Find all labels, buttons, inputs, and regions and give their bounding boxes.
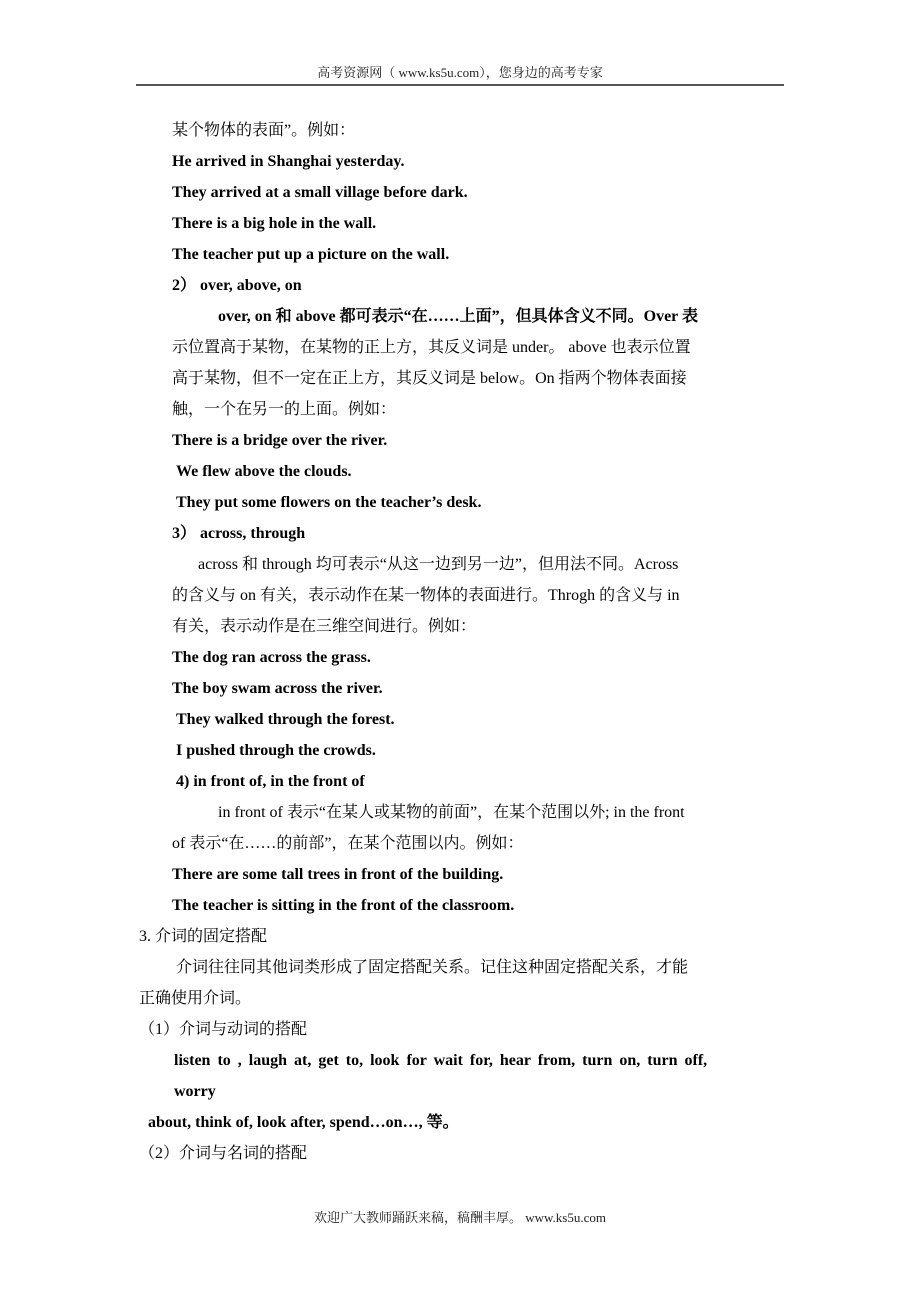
example-sentence: The boy swam across the river.	[172, 680, 383, 697]
section-heading: 3. 介词的固定搭配	[139, 928, 268, 945]
page-header: 高考资源网（ www.ks5u.com），您身边的高考专家	[317, 65, 603, 80]
subheading-over-above-on: 2） over, above, on	[172, 277, 302, 294]
example-sentence: We flew above the clouds.	[176, 463, 352, 480]
example-sentence: They arrived at a small village before dark.	[172, 184, 468, 201]
paragraph-line: 正确使用介词。	[139, 990, 252, 1007]
example-sentence: There is a bridge over the river.	[172, 432, 388, 449]
paragraph-line: 示位置高于某物，在某物的正上方，其反义词是 under。 above 也表示位置	[172, 339, 691, 356]
example-sentence: There are some tall trees in front of the building.	[172, 866, 504, 883]
paragraph-line: in front of 表示“在某人或某物的前面”，在某个范围以外; in the front	[218, 804, 685, 821]
example-sentence: I pushed through the crowds.	[176, 742, 376, 759]
subheading-across-through: 3） across, through	[172, 525, 306, 542]
example-sentence: He arrived in Shanghai yesterday.	[172, 153, 405, 170]
header-divider	[136, 84, 784, 86]
subsection-heading: （1）介词与动词的搭配	[139, 1021, 308, 1038]
phrase-list-line: worry	[174, 1083, 216, 1100]
example-sentence: They put some flowers on the teacher’s desk.	[176, 494, 482, 511]
example-sentence: The teacher is sitting in the front of the classroom.	[172, 897, 515, 914]
subsection-heading: （2）介词与名词的搭配	[139, 1145, 308, 1162]
example-sentence: The dog ran across the grass.	[172, 649, 371, 666]
paragraph-line: 触，一个在另一的上面。例如：	[172, 401, 397, 418]
paragraph-line: 介词往往同其他词类形成了固定搭配关系。记住这种固定搭配关系，才能	[176, 959, 689, 976]
example-sentence: They walked through the forest.	[176, 711, 395, 728]
paragraph-line: over, on 和 above 都可表示“在……上面”，但具体含义不同。Over 表	[218, 308, 698, 325]
paragraph-line: 高于某物，但不一定在正上方，其反义词是 below。On 指两个物体表面接	[172, 370, 687, 387]
example-sentence: The teacher put up a picture on the wall.	[172, 246, 450, 263]
phrase-list-line: listen to , laugh at, get to, look for wait for, hear from, turn on, turn off,	[174, 1052, 708, 1069]
paragraph-line: 的含义与 on 有关，表示动作在某一物体的表面进行。Throgh 的含义与 in	[172, 587, 680, 604]
paragraph-line: across 和 through 均可表示“从这一边到另一边”，但用法不同。Across	[198, 556, 679, 573]
paragraph-line: 有关，表示动作是在三维空间进行。例如：	[172, 618, 477, 635]
subheading-in-front-of: 4) in front of, in the front of	[176, 773, 365, 790]
paragraph-line: of 表示“在……的前部”，在某个范围以内。例如：	[172, 835, 524, 852]
page-footer: 欢迎广大教师踊跃来稿，稿酬丰厚。 www.ks5u.com	[313, 1210, 606, 1225]
phrase-list-line: about, think of, look after, spend…on…, 等。	[148, 1114, 459, 1131]
example-sentence: There is a big hole in the wall.	[172, 215, 377, 232]
text-line: 某个物体的表面”。例如：	[172, 122, 356, 139]
